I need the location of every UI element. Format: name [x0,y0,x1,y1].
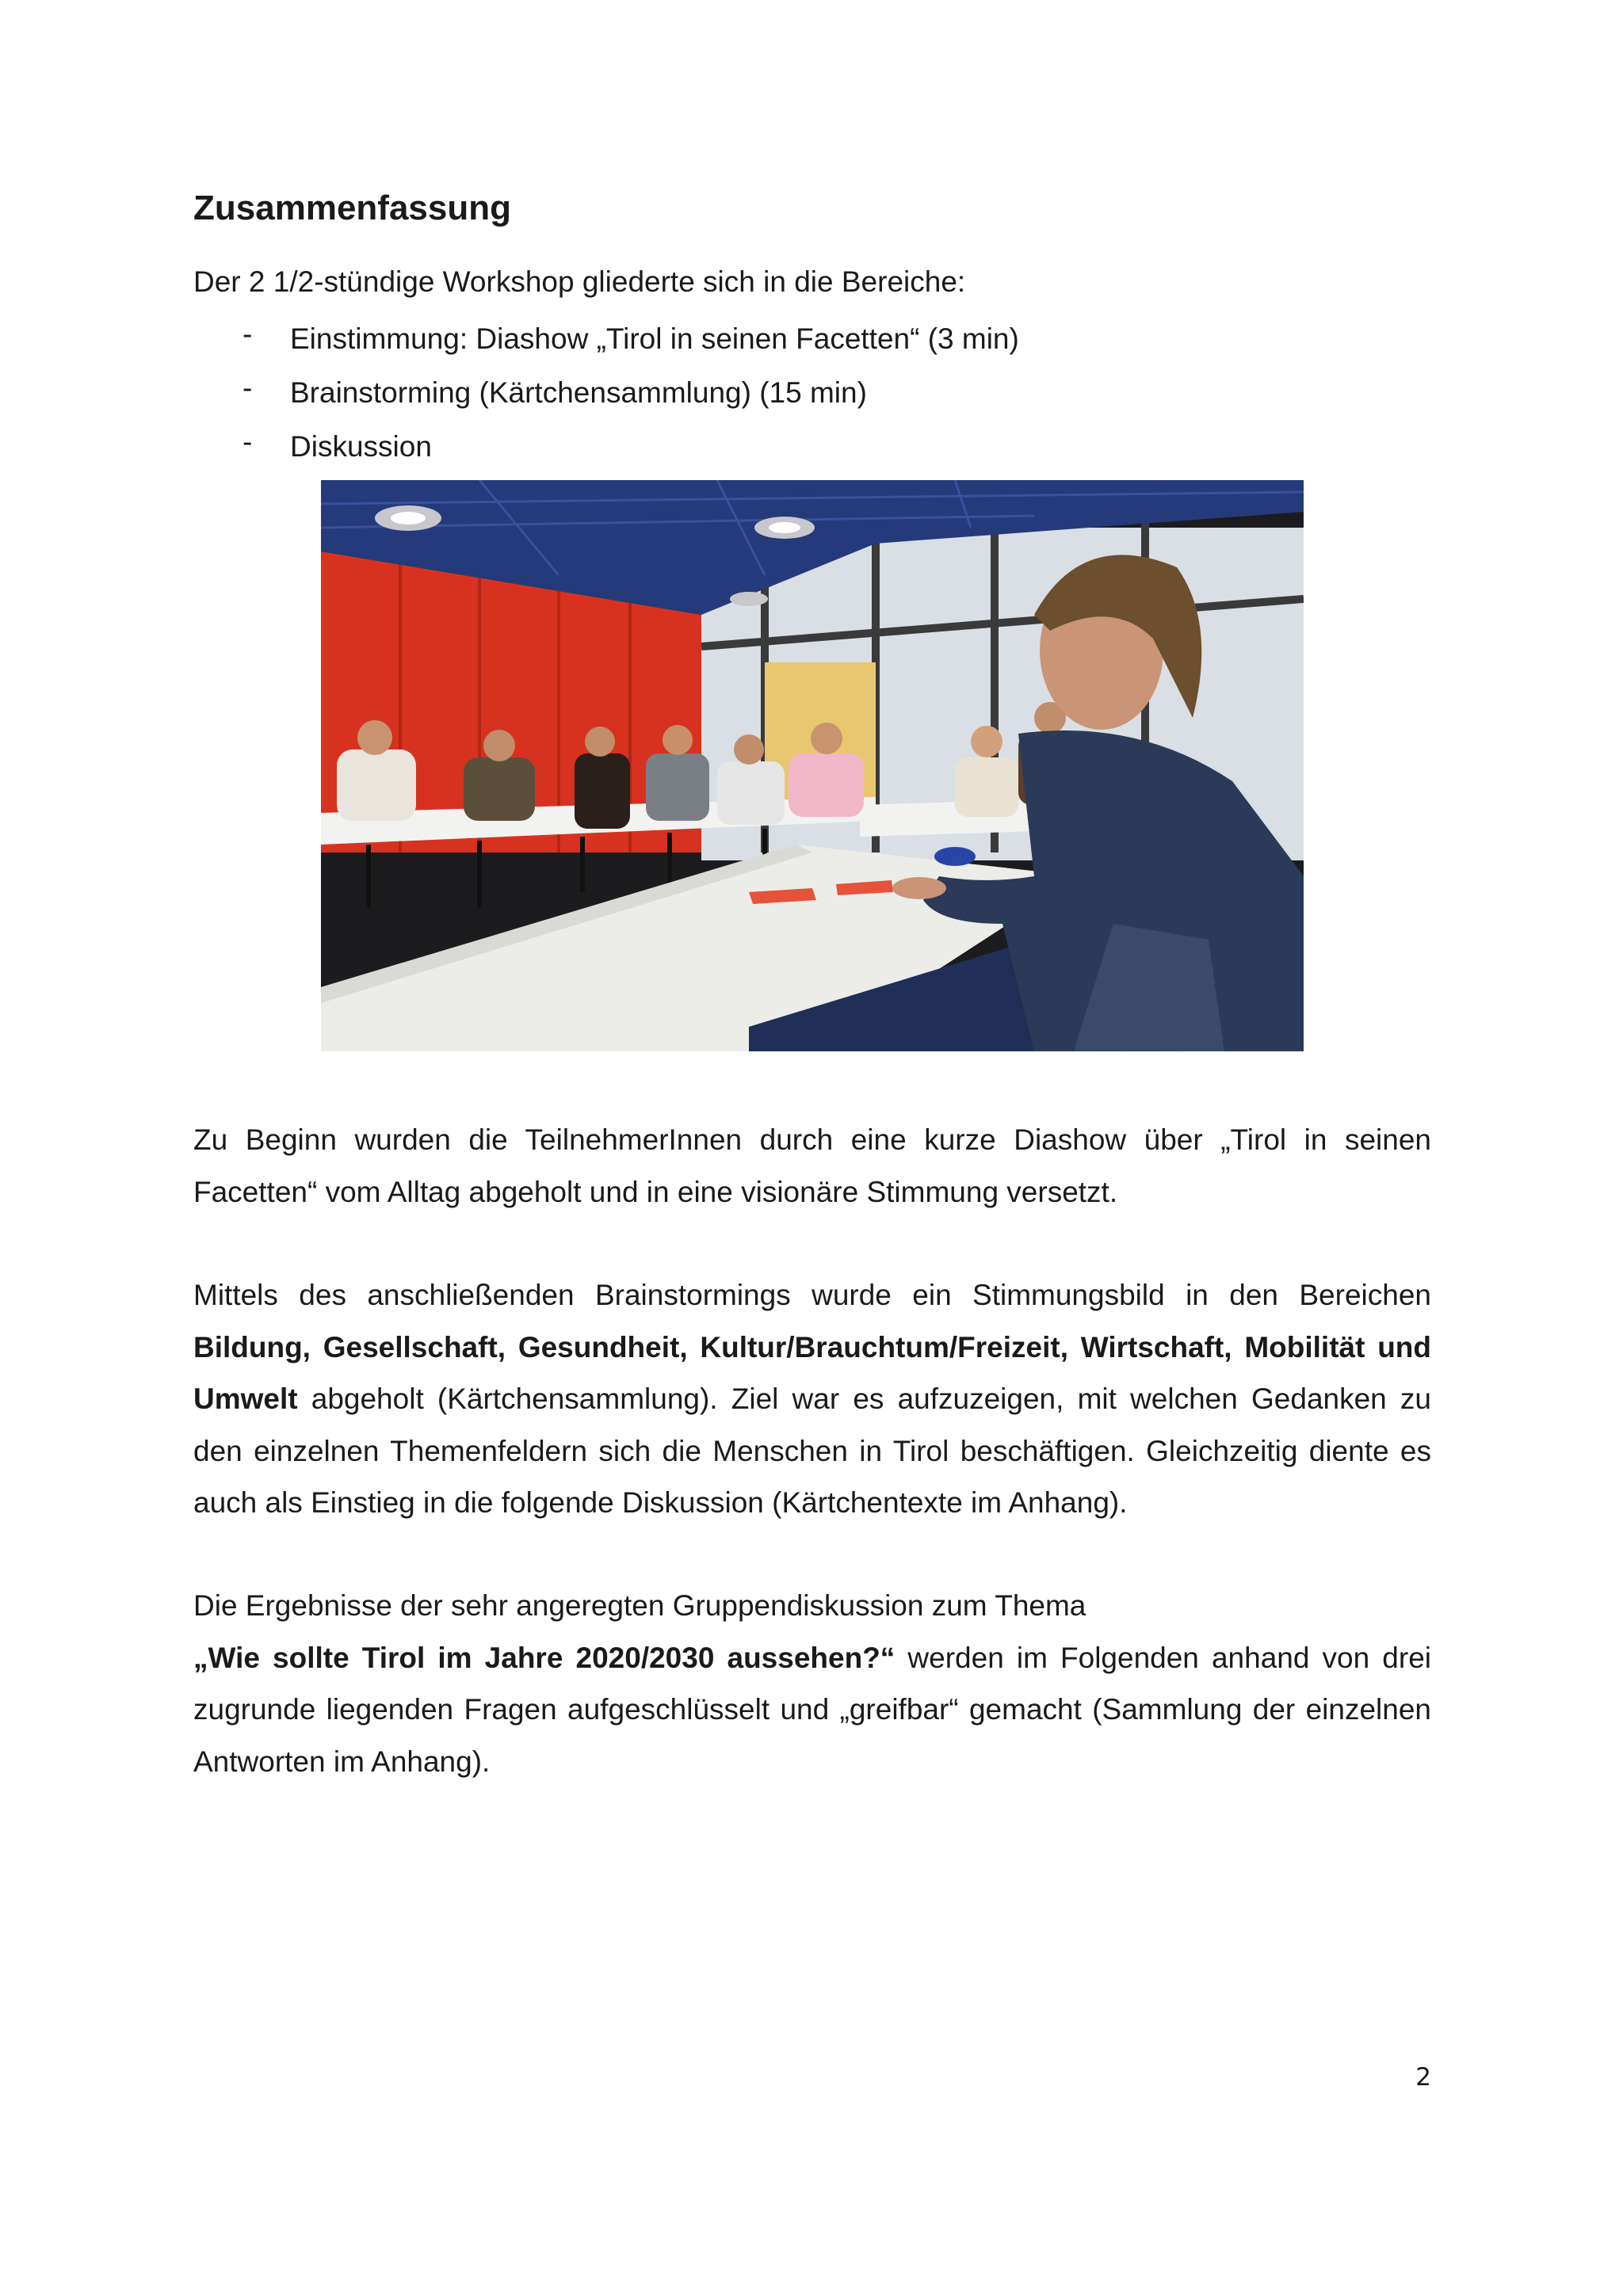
paragraph-results-rest: werden im Folgenden anhand von drei zugrunde liegenden Fragen aufgeschlüsselt und „greifbar“ gemacht (Sammlung der einzelnen Antworten im Anhang). [193,1641,1431,1778]
paragraph-results-question: „Wie sollte Tirol im Jahre 2020/2030 aussehen?“ [193,1641,896,1674]
paragraph-brainstorming-areas: Bildung, Gesellschaft, Gesundheit, Kultur/Brauchtum/Freizeit, Wirtschaft, Mobilität und Umwelt [193,1330,1431,1415]
paragraph-results-line1: Die Ergebnisse der sehr angeregten Gruppendiskussion zum Thema [193,1589,1086,1622]
workshop-photo [321,480,1304,1051]
list-marker: - [242,318,253,350]
list-marker: - [242,372,253,404]
page-number: 2 [1415,2063,1431,2092]
workshop-photo-illustration [321,480,1304,1051]
paragraph-results [193,1580,1431,1787]
paragraph-intro-diashow: Zu Beginn wurden die TeilnehmerInnen durch eine kurze Diashow über „Tirol in seinen Facetten“ vom Alltag abgeholt und in eine visionäre Stimmung versetzt. [193,1123,1431,1208]
paragraph-brainstorming [193,1269,1431,1529]
list-marker: - [242,425,253,458]
list-item-text: Einstimmung: Diashow „Tirol in seinen Facetten“ (3 min) [290,322,1019,355]
section-heading: Zusammenfassung [193,189,511,227]
list-item-text: Brainstorming (Kärtchensammlung) (15 min) [290,376,867,409]
list-item-text: Diskussion [290,430,432,463]
intro-text: Der 2 1/2-stündige Workshop gliederte sich in die Bereiche: [193,265,966,298]
paragraph-brainstorming-rest: abgeholt (Kärtchensammlung). Ziel war es aufzuzeigen, mit welchen Gedanken zu den einzelnen Themenfeldern sich die Menschen in Tirol beschäftigen. Gleichzeitig diente es auch als Einstieg in die folgende Diskussion (Kärtchentexte im Anhang). [193,1383,1431,1519]
paragraph-brainstorming-lead: Mittels des anschließenden Brainstormings wurde ein Stimmungsbild in den Bereichen [193,1279,1431,1311]
